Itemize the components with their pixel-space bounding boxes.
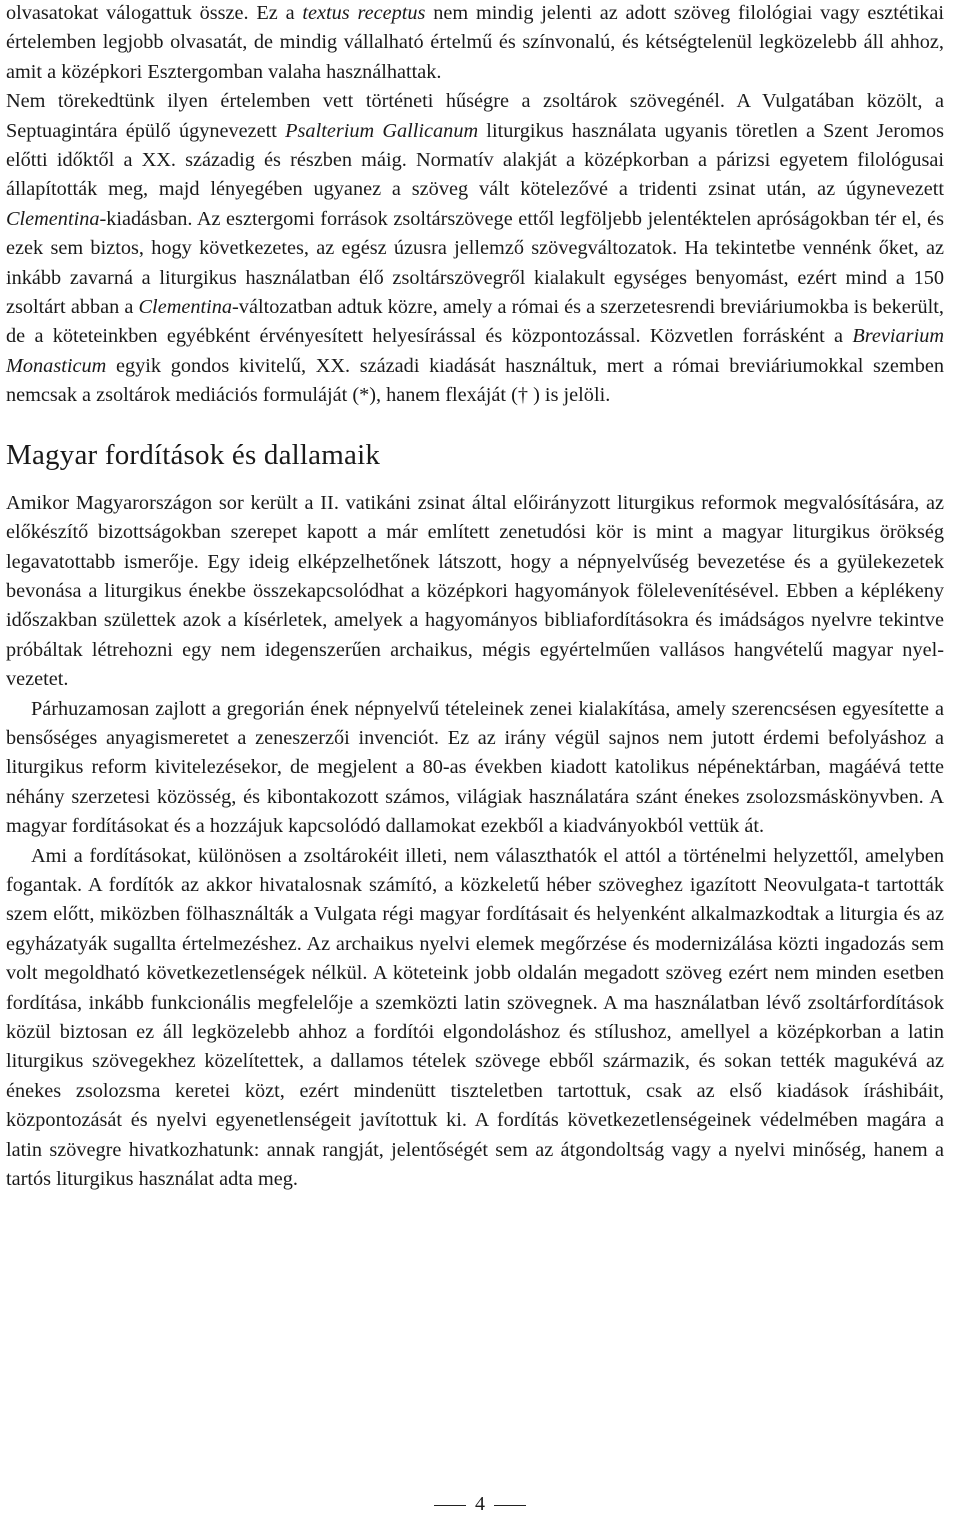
section-paragraph-2: Párhuzamosan zajlott a gregorián ének népnyelvű tételeinek zenei kialakítása, amely szerencsésen egyesítette a bensőséges anyagismeretet a zeneszerzői invenciót. Ez az irány végül sajnos nem jutott érdemi befolyáshoz a liturgikus reform kivitelezésekor, de megjelent a 80-as években kiadott katolikus népénektárban, magáévá tette néhány szerzetesi közösség, és kibontakozott számos, világiak használatára szánt énekes zsolozsmáskönyvben. A magyar fordításokat és a hozzájuk kapcsolódó dallamokat ezekből a kiadványokból vettük át.	[6, 697, 944, 838]
text-run: nem mindig jelenti az adott szöveg filológiai vagy esztétikai értelemben legjobb olvasatát, de mindig vállalható értelmű és színvonalú, és kétségtelenül legközelebb áll ahhoz, amit a középkori Esztergomban valaha használhattak.	[6, 2, 944, 83]
intro-paragraph-1	[6, 0, 944, 87]
italic-term: Clementina	[138, 296, 233, 319]
page-number	[0, 1492, 960, 1516]
italic-term: Psalterium Gallicanum	[285, 119, 479, 142]
text-run: Nem törekedtünk ilyen értelemben vett történeti hűségre a zsoltárok szövegénél. A Vulgatában közölt, a Septuagintára épülő úgynevezett	[6, 90, 944, 142]
folio-rule-right	[494, 1505, 526, 1506]
italic-term: textus receptus	[302, 2, 426, 24]
text-run: egyik gondos kivitelű, XX. századi kiadását használtuk, mert a római breviáriumokkal szemben nemcsak a zsoltárok mediációs formuláját (*), hanem flexáját († ) is jelöli.	[6, 354, 944, 407]
section-paragraph-1: Amikor Magyarországon sor került a II. vatikáni zsinat által előirányzott liturgikus reformok megvalósítására, az előkészítő bizottságokban szerepet kapott a már említett zenetudósi kör is mint a magyar liturgikus örökség legavatottabb ismerője. Egy ideig elképzelhetőnek látszott, hogy a népnyelvűség bevezetése és a gyülekezetek bevonása a liturgikus énekbe összekapcsolódhat a középkori hagyományok fölelevenítésével. Ebben a képlékeny időszakban születtek azok a kísérletek, amelyek a hagyományos bibliafordításokra és imádságos nyelvre tekintve próbáltak létrehozni egy nem idegenszerűen archaikus, mégis egyértelműen vallásos hangvételű magyar nyelvezetet.	[6, 491, 944, 691]
folio-rule-left	[434, 1505, 466, 1506]
italic-term: Clementina	[6, 207, 100, 230]
intro-paragraph-2	[6, 87, 944, 410]
page-number-text: 4	[475, 1493, 485, 1515]
text-run: -változatban adtuk közre, amely a római és a szerzetesrendi breviáriumokba is bekerült, de a köteteinkben egyébként érvényesített helyesírással és központozással. Közvetlen forrásként a	[6, 296, 944, 348]
text-run: -kiadásban. Az esztergomi források zsoltárszövege ettől legföljebb jelentéktelen apróságokban tér el, és ezek sem biztos, hogy következetes, az egész úzusra jellemző szövegváltozatok. Ha tekintetbe vennénk őket, az inkább zavarná a liturgikus használatban élő zsoltárszövegről kialakult egységes benyomást, ezért mind a 150 zsoltárt abban a	[6, 207, 944, 319]
section-heading: Magyar fordítások és dallamaik	[6, 438, 381, 471]
text-run: olvasatokat válogattuk össze. Ez a	[6, 2, 303, 24]
text-run: liturgikus használata ugyanis töretlen a Szent Jeromos előtti időktől a XX. századig és részben máig. Normatív alakját a középkorban a párizsi egyetem filológusai állapították meg, majd lényegében ugyanez a szöveg vált kötelezővé a tridenti zsinat után, az úgynevezett	[6, 119, 944, 201]
document-page	[6, 0, 944, 1194]
section-paragraph-3: Ami a fordításokat, különösen a zsoltárokéit illeti, nem választhatók el attól a történelmi helyzettől, amelyben fogantak. A fordítók az akkor hivatalosnak számító, a közkeletű héber szöveghez igazított Neovulgata-t tartották szem előtt, miközben fölhasználták a Vulgata régi magyar fordításait és helyenként alkalmazkodtak a liturgia és az egyházatyák sugallta értelmezéshez. Az archaikus nyelvi elemek megőrzése és modernizálása közti ingadozás sem volt megoldható következetlenségek nélkül. A köteteink jobb oldalán megadott szöveg ezért nem minden esetben fordítása, inkább funkcionális megfelelője a szemközti latin szövegnek. A ma használatban lévő zsoltárfordítások közül biztosan ez áll legközelebb ahhoz a fordítói elgondoláshoz és stílushoz, amellyel a középkorban a latin liturgikus szövegekhez közelítettek, a dallamos tételek szövege ebből származik, és sokan tették magukévá az énekes zsolozsma keretei közt, ezért mindenütt tiszteletben tartottuk, csak az első kiadások íráshibáit, központozását és nyelvi egyenetlenségeit javítottuk ki. A fordítás következetlenségeinek védelmében magára a latin szövegre hivatkozhatunk: annak rangját, jelentőségét sem az átgondoltság vagy a nyelvi minőség, hanem a tartós liturgikus használat adta meg.	[6, 844, 944, 1191]
italic-term: Breviarium Monasticum	[6, 325, 944, 377]
